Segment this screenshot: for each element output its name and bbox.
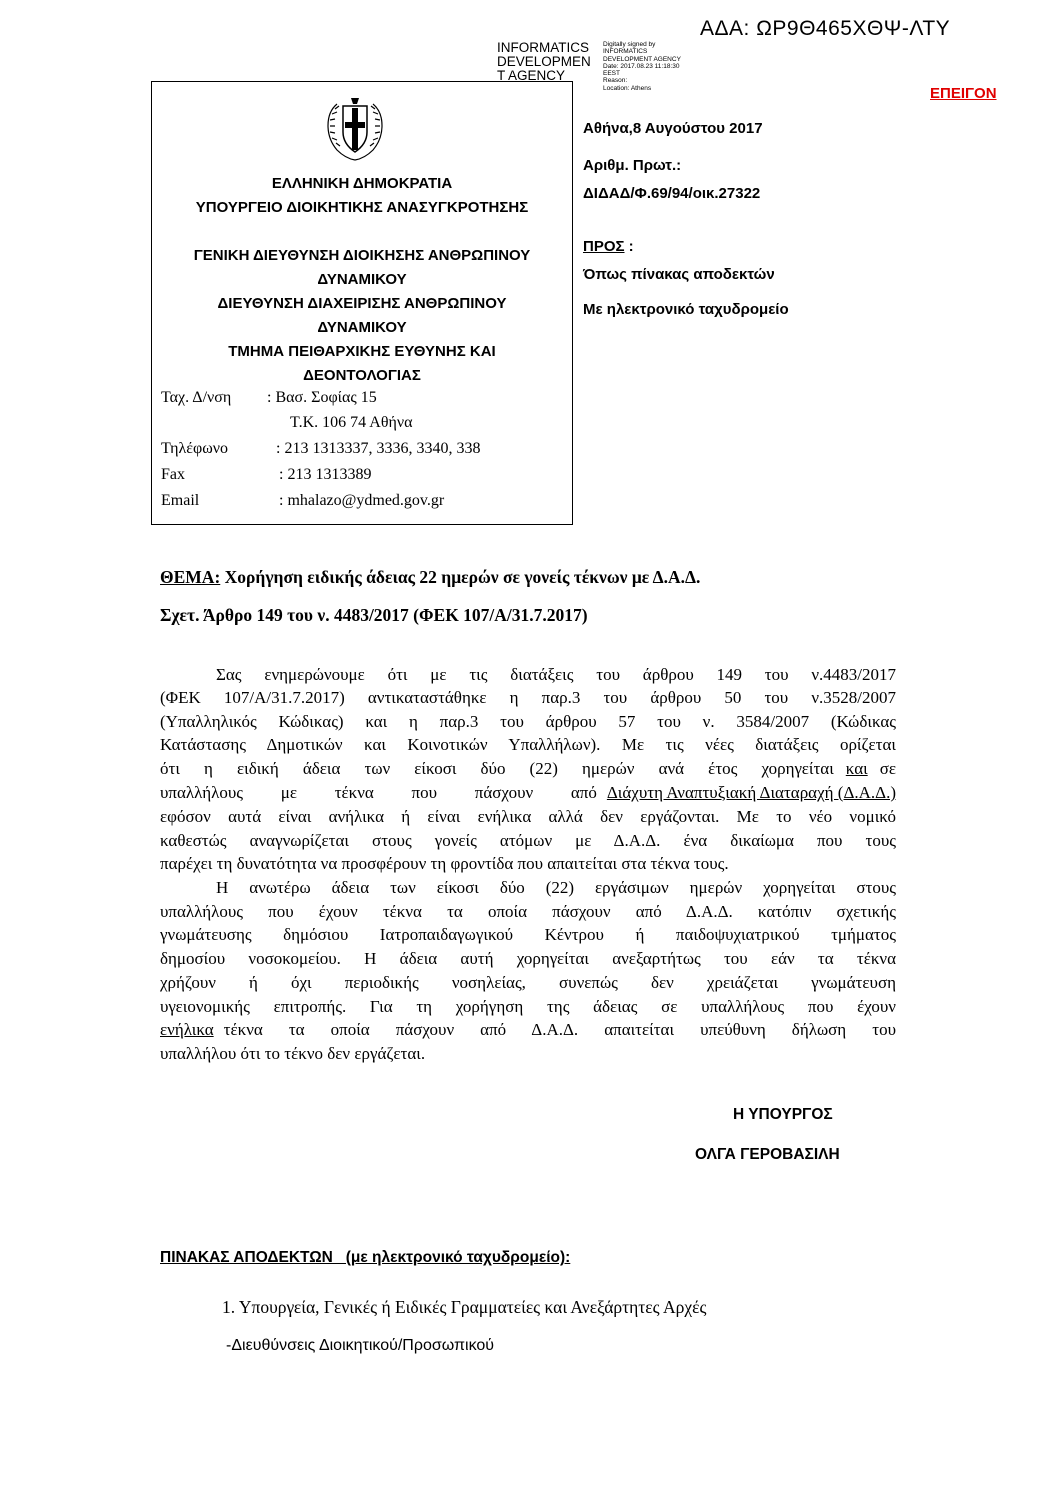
distribution-subitem: -Διευθύνσεις Διοικητικού/Προσωπικού bbox=[226, 1337, 495, 1354]
address-value: : Βασ. Σοφίας 15 bbox=[267, 389, 377, 406]
signature-line: DEVELOPMENT AGENCY bbox=[603, 55, 681, 63]
document-date: Αθήνα,8 Αυγούστου 2017 bbox=[583, 120, 763, 137]
signature-details bbox=[603, 41, 723, 92]
paragraph-line: Κατάστασης Δημοτικών και Κοινοτικών Υπαλλήλων). Με τις νέες διατάξεις ορίζεται bbox=[160, 735, 896, 754]
paragraph-line: δημοσίου νοσοκομείου. Η άδεια αυτή χορηγείται ανεξαρτήτως του εάν τα τέκνα bbox=[160, 949, 896, 968]
paragraph-line bbox=[160, 1018, 896, 1042]
signature-line: EEST bbox=[603, 70, 620, 78]
paragraph-line: υγειονομικής επιτροπής. Για τη χορήγηση της άδειας σε υπαλλήλους που έχουν bbox=[160, 997, 896, 1016]
phone-label: Τηλέφωνο bbox=[161, 440, 229, 457]
republic-title: ΕΛΛΗΝΙΚΗ ΔΗΜΟΚΡΑΤΙΑ bbox=[271, 175, 453, 192]
paragraph-line bbox=[160, 757, 896, 781]
directorate-line: ΔΥΝΑΜΙΚΟΥ bbox=[317, 319, 407, 336]
signature-org: INFORMATICS DEVELOPMEN T AGENCY bbox=[497, 40, 591, 83]
paragraph-line: Σας ενημερώνουμε ότι με τις διατάξεις του άρθρου 149 του ν.4483/2017 bbox=[216, 665, 896, 684]
signature-line: Reason: bbox=[603, 77, 628, 85]
delivery-method: Με ηλεκτρονικό ταχυδρομείο bbox=[583, 301, 789, 318]
email-label: Email bbox=[161, 492, 200, 509]
paragraph-line: (Υπαλληλικός Κώδικας) και η παρ.3 του άρθρου 57 του ν. 3584/2007 (Κώδικας bbox=[160, 712, 896, 731]
ministry-title: ΥΠΟΥΡΓΕΙΟ ΔΙΟΙΚΗΤΙΚΗΣ ΑΝΑΣΥΓΚΡΟΤΗΣΗΣ bbox=[195, 199, 529, 216]
to-heading bbox=[583, 238, 634, 255]
signature-line: Location: Athens bbox=[603, 84, 652, 92]
paragraph-line: καθεστώς αναγνωρίζεται στους γονείς ατόμων με Δ.Α.Δ. ένα δικαίωμα που τους bbox=[160, 831, 896, 850]
protocol-number: ΔΙΔΑΔ/Φ.69/94/οικ.27322 bbox=[583, 185, 761, 202]
email-value: : mhalazo@ydmed.gov.gr bbox=[279, 492, 445, 509]
postal-code: Τ.Κ. 106 74 Αθήνα bbox=[290, 414, 413, 431]
fax-value: : 213 1313389 bbox=[279, 466, 372, 483]
paragraph-line bbox=[160, 781, 896, 805]
paragraph-line: υπαλλήλου ότι το τέκνο δεν εργάζεται. bbox=[160, 1044, 426, 1063]
distribution-heading: ΠΙΝΑΚΑΣ ΑΠΟΔΕΚΤΩΝ (με ηλεκτρονικό ταχυδρομείο): bbox=[160, 1249, 571, 1266]
line-segment: ότι η ειδική άδεια των είκοσι δύο (22) ημερών ανά έτος χορηγείται bbox=[160, 759, 834, 778]
recipients-note: Όπως πίνακας αποδεκτών bbox=[583, 266, 775, 283]
directorate-line: ΔΙΕΥΘΥΝΣΗ ΔΙΑΧΕΙΡΙΣΗΣ ΑΝΘΡΩΠΙΝΟΥ bbox=[217, 295, 507, 312]
address-label: Ταχ. Δ/νση bbox=[161, 389, 232, 406]
signature-line: INFORMATICS bbox=[603, 48, 648, 56]
subject-reference: Σχετ. Άρθρο 149 του ν. 4483/2017 (ΦΕΚ 107/Α/31.7.2017) bbox=[160, 605, 588, 625]
signatory-title: Η ΥΠΟΥΡΓΟΣ bbox=[733, 1106, 833, 1123]
signature-line: Date: 2017.08.23 11:18:30 bbox=[603, 62, 680, 70]
paragraph-line: εφόσον αυτά είναι ανήλικα ή είναι ενήλικα αλλά δεν εργάζονται. Με το νέο νομικό bbox=[160, 807, 896, 826]
line-segment: υπαλλήλους με τέκνα που πάσχουν από bbox=[160, 783, 597, 802]
line-segment: σε bbox=[879, 759, 896, 778]
signature-line: Digitally signed by bbox=[603, 41, 656, 48]
directorate-line: ΤΜΗΜΑ ΠΕΙΘΑΡΧΙΚΗΣ ΕΥΘΥΝΗΣ ΚΑΙ bbox=[228, 343, 496, 360]
paragraph-line: Η ανωτέρω άδεια των είκοσι δύο (22) εργάσιμων ημερών χορηγείται στους bbox=[216, 878, 896, 897]
emphasis-and: και bbox=[845, 759, 868, 778]
to-colon: : bbox=[624, 238, 634, 255]
ada-code: ΑΔΑ: ΩΡ9Θ465ΧΘΨ-ΛΤΥ bbox=[700, 17, 951, 40]
paragraph-line: γνωμάτευσης δημόσιου Ιατροπαιδαγωγικού Κέντρου ή παιδοψυχιατρικού τμήματος bbox=[160, 925, 896, 944]
paragraph-line: παρέχει τη δυνατότητα να προσφέρουν τη φροντίδα που απαιτείται στα τέκνα τους. bbox=[160, 854, 729, 873]
directorate-line: ΓΕΝΙΚΗ ΔΙΕΥΘΥΝΣΗ ΔΙΟΙΚΗΣΗΣ ΑΝΘΡΩΠΙΝΟΥ bbox=[193, 247, 531, 264]
subject-line bbox=[160, 567, 700, 588]
paragraph-line: χρήζουν ή όχι περιοδικής νοσηλείας, συνεπώς δεν χρειάζεται γνωμάτευση bbox=[160, 973, 896, 992]
greek-coat-of-arms-icon bbox=[315, 92, 395, 164]
paragraph-line: υπαλλήλους που έχουν τέκνα τα οποία πάσχουν από Δ.Α.Δ. κατόπιν σχετικής bbox=[160, 902, 896, 921]
to-label: ΠΡΟΣ bbox=[583, 238, 625, 255]
directorate-line: ΔΥΝΑΜΙΚΟΥ bbox=[317, 271, 407, 288]
subject-text: Χορήγηση ειδικής άδειας 22 ημερών σε γονείς τέκνων με Δ.Α.Δ. bbox=[220, 567, 701, 587]
emphasis-adult: ενήλικα bbox=[160, 1020, 214, 1039]
signatory-name: ΟΛΓΑ ΓΕΡΟΒΑΣΙΛΗ bbox=[695, 1146, 840, 1163]
distribution-item: 1. Υπουργεία, Γενικές ή Ειδικές Γραμματείες και Ανεξάρτητες Αρχές bbox=[222, 1297, 707, 1317]
line-segment: τέκνα τα οποία πάσχουν από Δ.Α.Δ. απαιτείται υπεύθυνη δήλωση του bbox=[223, 1020, 896, 1039]
urgent-label: ΕΠΕΙΓΟΝ bbox=[930, 85, 997, 102]
directorate-line: ΔΕΟΝΤΟΛΟΓΙΑΣ bbox=[303, 367, 421, 384]
disorder-name: Διάχυτη Αναπτυξιακή Διαταραχή (Δ.Α.Δ.) bbox=[606, 783, 896, 802]
phone-value: : 213 1313337, 3336, 3340, 338 bbox=[276, 440, 481, 457]
paragraph-line: (ΦΕΚ 107/Α/31.7.2017) αντικαταστάθηκε η παρ.3 του άρθρου 50 του ν.3528/2007 bbox=[160, 688, 896, 707]
fax-label: Fax bbox=[161, 466, 185, 483]
subject-label: ΘΕΜΑ: bbox=[160, 567, 221, 587]
protocol-label: Αριθμ. Πρωτ.: bbox=[583, 157, 682, 174]
